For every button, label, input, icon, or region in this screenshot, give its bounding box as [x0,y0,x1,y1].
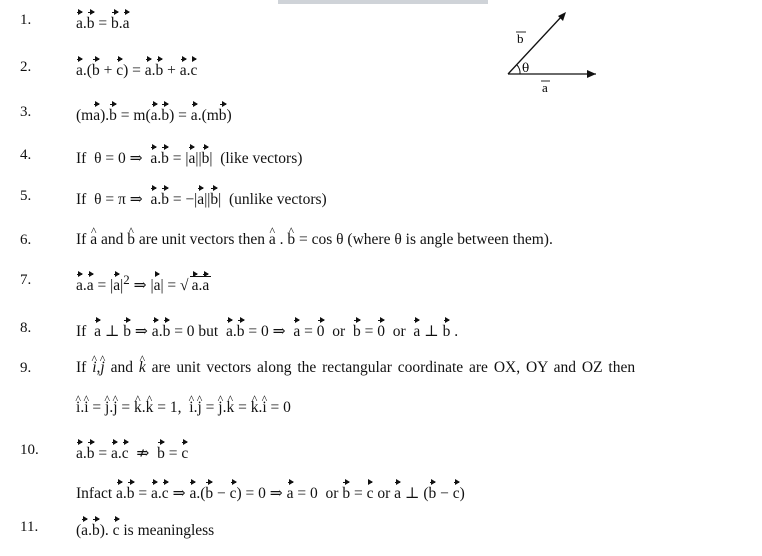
item-number-9: 9. [20,360,32,376]
vector-a-arrowhead [587,70,596,78]
a-label: a [542,80,548,95]
item-number-7: 7. [20,272,32,288]
formula-11: (a.b). c is meaningless [76,517,214,541]
formula-9-line-2: ^ i.^ i = ^ j.^ j = ^ k.^ k = 1, ^ i.^ j = ^ j.^ k = ^ k.^ i = 0 [76,398,291,418]
item-number-5: 5. [20,188,32,204]
top-scroll-bar [278,0,488,4]
item-number-4: 4. [20,147,32,163]
item-number-1: 1. [20,12,32,28]
b-label: b [517,31,524,46]
formula-1: a.b = b.a [76,10,130,34]
formula-9-line-1: If ^ i,^ j and ^ k are unit vectors along the rectangular coordinate are OX, OY and OZ then [76,358,635,378]
formula-6: If ^ a and ^ b are unit vectors then ^ a . ^ b = cos θ (where θ is angle between them). [76,230,553,250]
formula-7: $a.a = |a|^2$ ⇒ |a| = √ a.a [76,272,210,295]
formula-8: If a ⊥ b ⇒ a.b = 0 but a.b = 0 ⇒ a = 0 or b = 0 or a ⊥ b . [76,318,458,342]
formula-5: If θ = π ⇒ a.b = −|a||b| (unlike vectors) [76,186,327,210]
vector-angle-diagram [490,8,610,98]
formula-infact: Infact a.b = a.c ⇒ a.(b − c) = 0 ⇒ a = 0 or b = c or a ⊥ (b − c) [76,480,465,504]
theta-label: θ [522,61,530,75]
formula-2: a.(b + c) = a.b + a.c [76,57,197,81]
item-number-2: 2. [20,59,32,75]
formula-10: a.b = a.c ⇏ b = c [76,440,188,464]
item-number-11: 11. [20,519,39,535]
formula-3: (ma).b = m(a.b) = a.(mb) [76,102,232,126]
item-number-6: 6. [20,232,32,248]
angle-arc [517,65,520,74]
item-number-8: 8. [20,320,32,336]
item-number-10: 10. [20,442,39,458]
formula-4: If θ = 0 ⇒ a.b = |a||b| (like vectors) [76,145,302,169]
item-number-3: 3. [20,104,32,120]
